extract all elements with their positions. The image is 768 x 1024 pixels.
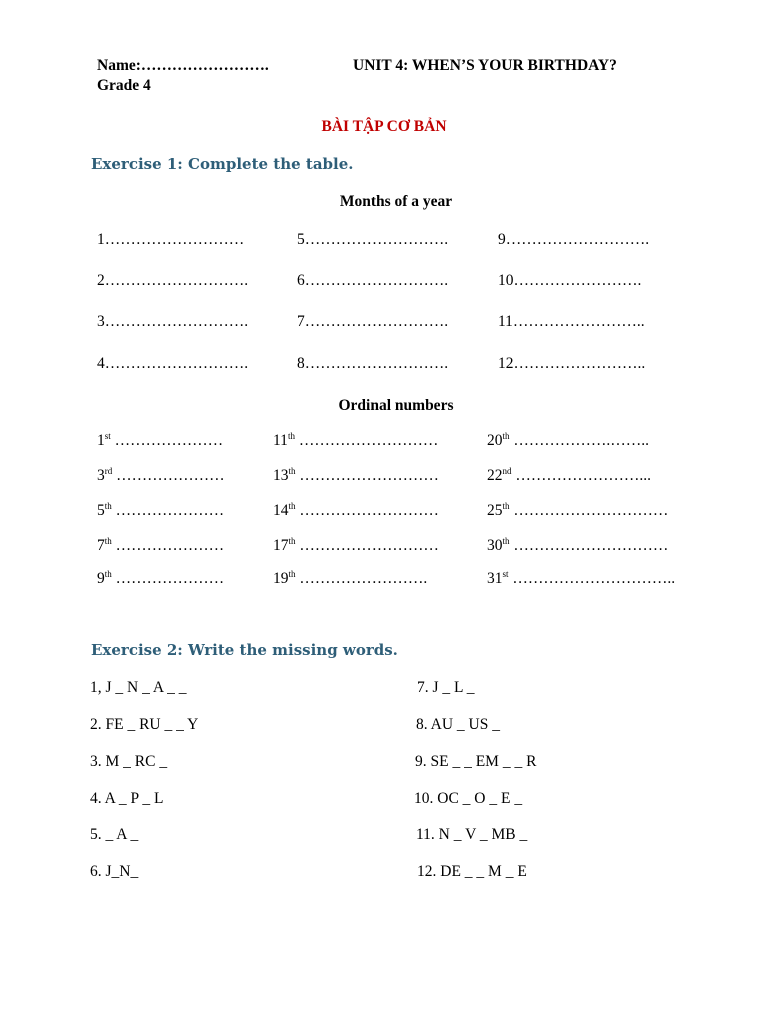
unit-title: UNIT 4: WHEN’S YOUR BIRTHDAY? bbox=[353, 57, 617, 74]
missing-word-item: 11. N _ V _ MB _ bbox=[416, 826, 528, 843]
ordinal-number: 30 bbox=[487, 537, 503, 554]
missing-word-item: 5. _ A _ bbox=[90, 826, 139, 843]
ordinal-number: 7 bbox=[97, 537, 105, 554]
ordinal-number: 31 bbox=[487, 570, 503, 587]
ordinal-blank bbox=[97, 432, 223, 450]
ordinal-dots: ………………………… bbox=[509, 502, 669, 519]
missing-word-item: 8. AU _ US _ bbox=[416, 716, 500, 733]
ordinal-dots: ……………………… bbox=[295, 467, 439, 484]
ordinal-blank bbox=[97, 570, 224, 588]
ordinal-suffix: th bbox=[288, 535, 296, 546]
exercise-1-heading: Exercise 1: Complete the table. bbox=[91, 155, 354, 173]
ordinal-suffix: th bbox=[288, 465, 296, 476]
month-blank: 12…………………….. bbox=[498, 355, 646, 372]
ordinal-suffix: st bbox=[502, 568, 509, 579]
missing-word-item: 9. SE _ _ EM _ _ R bbox=[415, 753, 537, 770]
missing-word-item: 10. OC _ O _ E _ bbox=[414, 790, 523, 807]
ordinal-dots: ……………….…….. bbox=[509, 432, 650, 449]
ordinal-number: 9 bbox=[97, 570, 105, 587]
month-blank: 10……………………. bbox=[498, 272, 642, 289]
month-blank: 8………………………. bbox=[297, 355, 449, 372]
month-blank: 1……………………… bbox=[97, 231, 245, 248]
ordinal-suffix: th bbox=[502, 535, 510, 546]
ordinal-number: 13 bbox=[273, 467, 289, 484]
month-blank: 4………………………. bbox=[97, 355, 249, 372]
ordinal-blank bbox=[97, 537, 224, 555]
ordinal-number: 5 bbox=[97, 502, 105, 519]
ordinal-blank bbox=[487, 432, 649, 450]
month-blank: 3………………………. bbox=[97, 313, 249, 330]
ordinal-suffix: th bbox=[288, 500, 296, 511]
ordinal-number: 22 bbox=[487, 467, 503, 484]
grade-label: Grade 4 bbox=[97, 77, 151, 94]
ordinal-dots: ……………………... bbox=[511, 467, 651, 484]
month-blank: 2………………………. bbox=[97, 272, 249, 289]
ordinal-heading: Ordinal numbers bbox=[338, 397, 454, 414]
name-label: Name:……………………. bbox=[97, 57, 269, 74]
ordinal-dots: ……………………… bbox=[295, 502, 439, 519]
months-heading: Months of a year bbox=[339, 193, 453, 210]
missing-word-item: 1, J _ N _ A _ _ bbox=[90, 679, 187, 696]
ordinal-suffix: th bbox=[104, 500, 112, 511]
ordinal-dots: ……………………… bbox=[294, 432, 439, 449]
exercise-2-heading: Exercise 2: Write the missing words. bbox=[91, 641, 398, 659]
ordinal-blank bbox=[273, 537, 439, 555]
ordinal-blank bbox=[97, 467, 225, 485]
missing-word-item: 7. J _ L _ bbox=[417, 679, 475, 696]
ordinal-suffix: th bbox=[288, 568, 296, 579]
ordinal-blank bbox=[487, 570, 675, 588]
ordinal-number: 19 bbox=[273, 570, 289, 587]
ordinal-dots: ………………… bbox=[111, 537, 225, 554]
ordinal-suffix: th bbox=[502, 430, 510, 441]
ordinal-blank bbox=[273, 467, 439, 485]
ordinal-number: 3 bbox=[97, 467, 105, 484]
ordinal-dots: ………………………… bbox=[509, 537, 669, 554]
ordinal-suffix: th bbox=[104, 568, 112, 579]
ordinal-suffix: th bbox=[104, 535, 112, 546]
section-title: BÀI TẬP CƠ BẢN bbox=[321, 118, 447, 135]
ordinal-suffix: th bbox=[287, 430, 295, 441]
ordinal-number: 1 bbox=[97, 432, 105, 449]
ordinal-suffix: th bbox=[502, 500, 510, 511]
ordinal-blank bbox=[273, 570, 427, 588]
ordinal-blank bbox=[487, 537, 668, 555]
ordinal-blank bbox=[273, 432, 438, 450]
month-blank: 9………………………. bbox=[498, 231, 650, 248]
missing-word-item: 3. M _ RC _ bbox=[90, 753, 168, 770]
missing-word-item: 6. J_N_ bbox=[90, 863, 139, 880]
ordinal-suffix: st bbox=[104, 430, 111, 441]
ordinal-dots: ……………………… bbox=[295, 537, 439, 554]
ordinal-dots: ………………… bbox=[112, 467, 225, 484]
month-blank: 6………………………. bbox=[297, 272, 449, 289]
ordinal-number: 11 bbox=[273, 432, 288, 449]
ordinal-dots: ………………… bbox=[111, 502, 225, 519]
ordinal-blank bbox=[273, 502, 439, 520]
month-blank: 7………………………. bbox=[297, 313, 449, 330]
ordinal-number: 14 bbox=[273, 502, 289, 519]
ordinal-dots: ………………… bbox=[111, 570, 225, 587]
missing-word-item: 2. FE _ RU _ _ Y bbox=[90, 716, 199, 733]
ordinal-blank bbox=[487, 502, 668, 520]
ordinal-dots: ………………… bbox=[110, 432, 224, 449]
month-blank: 5………………………. bbox=[297, 231, 449, 248]
ordinal-blank bbox=[97, 502, 224, 520]
month-blank: 11…………………….. bbox=[498, 313, 645, 330]
missing-word-item: 4. A _ P _ L bbox=[90, 790, 164, 807]
ordinal-blank bbox=[487, 467, 651, 485]
ordinal-number: 17 bbox=[273, 537, 289, 554]
ordinal-number: 20 bbox=[487, 432, 503, 449]
missing-word-item: 12. DE _ _ M _ E bbox=[417, 863, 527, 880]
ordinal-suffix: rd bbox=[104, 465, 113, 476]
ordinal-dots: ………………………….. bbox=[508, 570, 676, 587]
ordinal-suffix: nd bbox=[502, 465, 512, 476]
ordinal-number: 25 bbox=[487, 502, 503, 519]
ordinal-dots: ……………………. bbox=[295, 570, 428, 587]
